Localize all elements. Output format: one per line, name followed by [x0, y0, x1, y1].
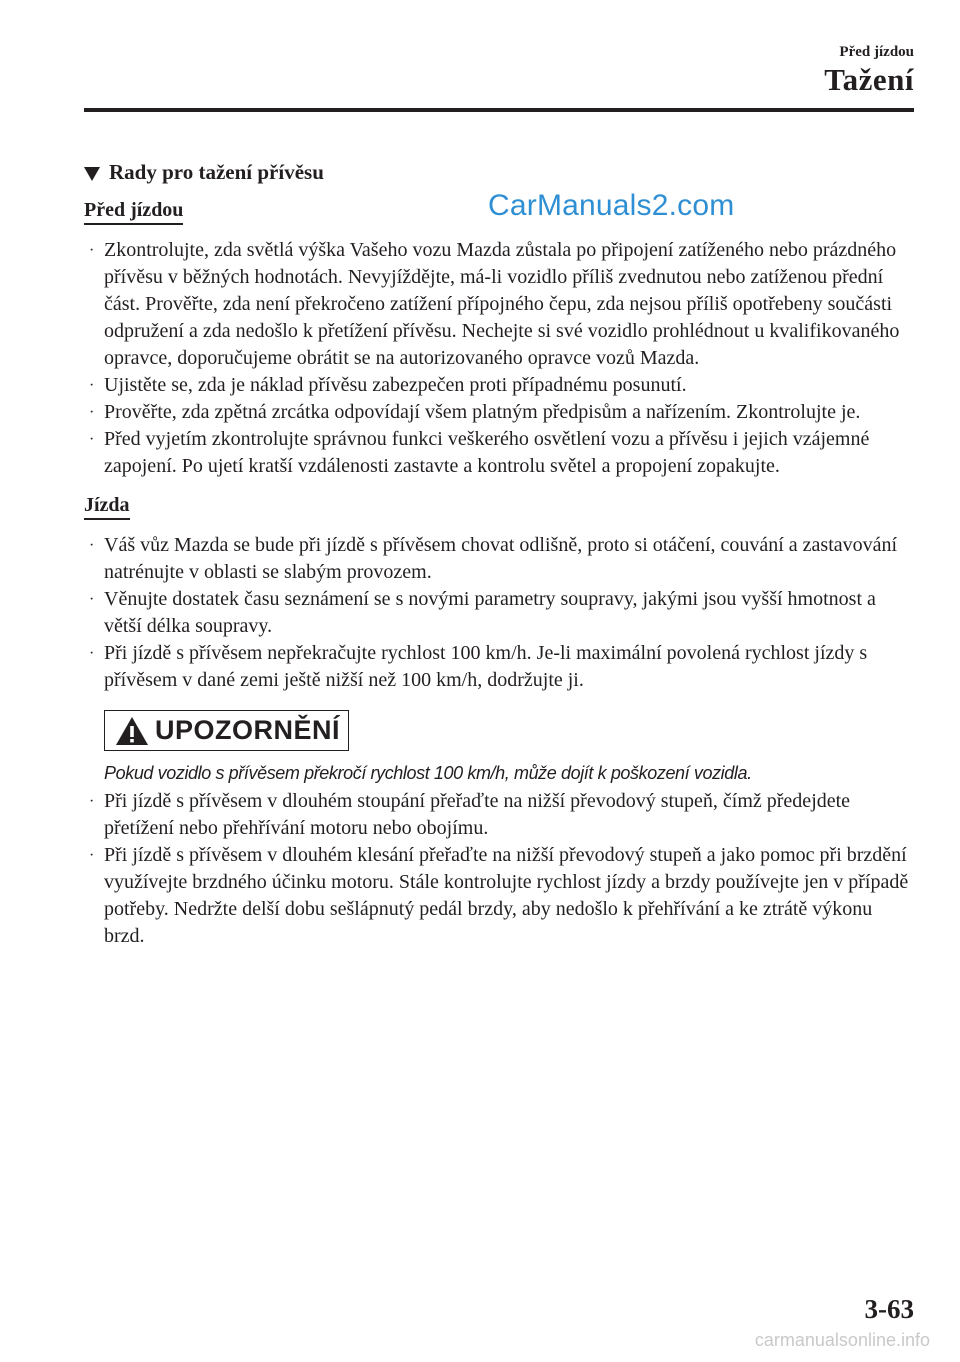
list-item	[84, 237, 914, 372]
list-item-text: Zkontrolujte, zda světlá výška Vašeho vozu Mazda zůstala po připojení zatíženého nebo prázdného přívěsu v běžných hodnotách. Nevyjíždějte, má-li vozidlo příliš zvednutou nebo zatíženou přední část. Prověřte, zda není překročeno zatížení přípojného čepu, zda nejsou příliš opotřebeny součásti odpružení a zda nedošlo k přetížení přívěsu. Nechejte si své vozidlo prohlédnout u kvalifikovaného opravce, doporučujeme obrátit se na autorizovaného opravce vozů Mazda.	[104, 239, 900, 369]
caution-list	[84, 788, 914, 950]
bullet-icon: ·	[89, 242, 95, 259]
page-title: Tažení	[824, 62, 914, 97]
list-item-text: Prověřte, zda zpětná zrcátka odpovídají všem platným předpisům a nařízením. Zkontrolujte je.	[104, 401, 861, 423]
header-section: Před jízdou	[839, 44, 914, 60]
before-drive-list	[84, 237, 914, 480]
list-item-text: Věnujte dostatek času seznámení se s novými parametry soupravy, jakými jsou vyšší hmotnost a větší délka soupravy.	[104, 588, 876, 637]
list-item-text: Váš vůz Mazda se bude při jízdě s přívěsem chovat odlišně, proto si otáčení, couvání a zastavování natrénujte v oblasti se slabým provozem.	[104, 534, 898, 583]
bullet-icon: ·	[89, 847, 95, 864]
driving-heading: Jízda	[84, 494, 130, 520]
list-item	[84, 788, 914, 842]
list-item-text: Při jízdě s přívěsem v dlouhém klesání přeřaďte na nižší převodový stupeň a jako pomoc při brzdění využívejte brzdného účinku motoru. Stále kontrolujte rychlost jízdy a brzdy používejte jen v případě potřeby. Nedržte delší dobu sešlápnutý pedál brzdy, aby nedošlo k přehřívání a ke ztrátě výkonu brzd.	[104, 844, 909, 947]
before-drive-heading: Před jízdou	[84, 199, 183, 225]
footer-watermark: carmanualsonline.info	[754, 1330, 930, 1350]
list-item	[84, 426, 914, 480]
triangle-bullet-icon	[84, 167, 100, 181]
list-item	[84, 640, 914, 694]
list-item	[84, 399, 914, 426]
watermark: CarManuals2.com	[488, 189, 735, 222]
bullet-icon: ·	[89, 377, 95, 394]
list-item-text: Při jízdě s přívěsem nepřekračujte rychlost 100 km/h. Je-li maximální povolená rychlost jízdy s přívěsem v dané zemi ještě nižší než 100 km/h, dodržujte ji.	[104, 642, 868, 691]
bullet-icon: ·	[89, 645, 95, 662]
bullet-icon: ·	[89, 537, 95, 554]
caution-text: Pokud vozidlo s přívěsem překročí rychlost 100 km/h, může dojít k poškození vozidla.	[104, 763, 752, 783]
list-item-text: Při jízdě s přívěsem v dlouhém stoupání přeřaďte na nižší převodový stupeň, čímž předejdete přetížení nebo přehřívání motoru nebo obojímu.	[104, 790, 851, 839]
list-item	[84, 586, 914, 640]
bullet-icon: ·	[89, 431, 95, 448]
header-divider	[84, 108, 914, 112]
list-item	[84, 842, 914, 950]
page-number: 3-63	[864, 1294, 914, 1324]
warning-icon	[115, 716, 149, 746]
bullet-icon: ·	[89, 591, 95, 608]
list-item-text: Před vyjetím zkontrolujte správnou funkci veškerého osvětlení vozu a přívěsu i jejich vzájemné zapojení. Po ujetí kratší vzdálenosti zastavte a kontrolu světel a propojení zopakujte.	[104, 428, 870, 477]
list-item-text: Ujistěte se, zda je náklad přívěsu zabezpečen proti případnému posunutí.	[104, 374, 687, 396]
bullet-icon: ·	[89, 793, 95, 810]
section-heading	[84, 160, 914, 185]
bullet-icon: ·	[89, 404, 95, 421]
caution-title: UPOZORNĚNÍ	[155, 715, 341, 745]
list-item	[84, 532, 914, 586]
caution-box	[104, 710, 349, 751]
list-item	[84, 372, 914, 399]
main-content	[84, 160, 914, 964]
section-heading-text: Rady pro tažení přívěsu	[109, 160, 324, 184]
driving-list	[84, 532, 914, 694]
